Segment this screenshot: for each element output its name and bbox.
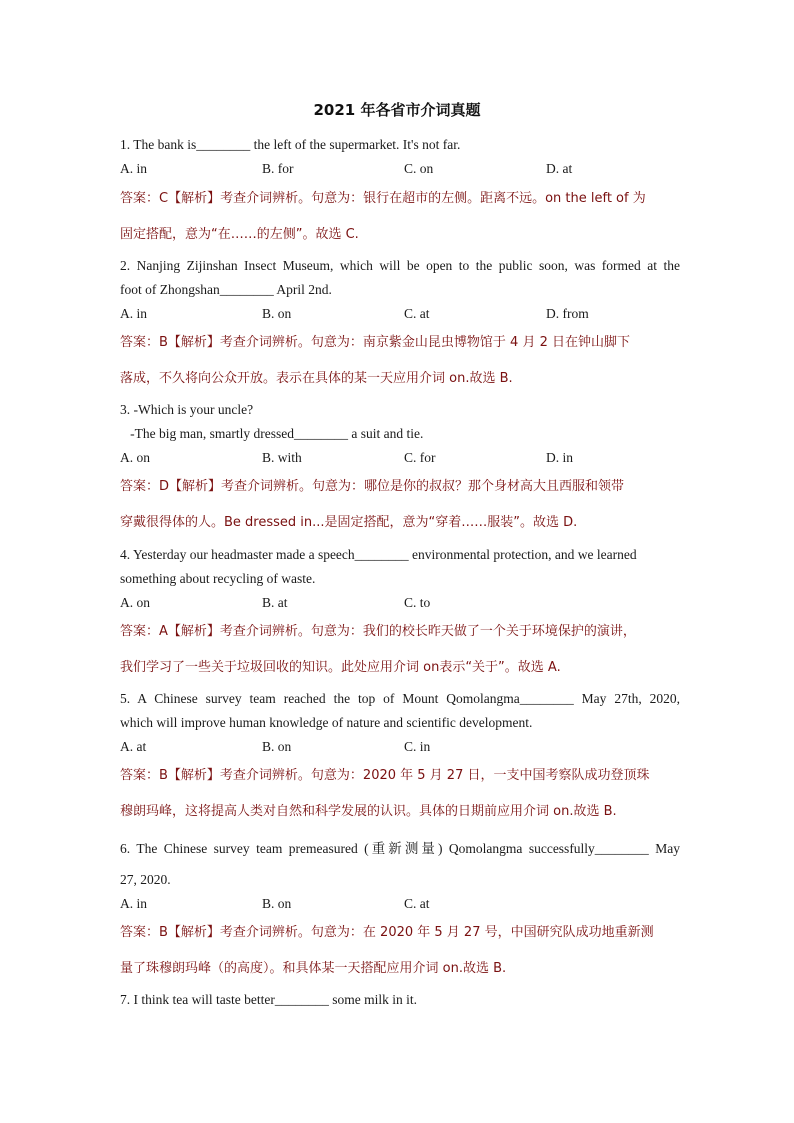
q4-answer-line-1: 答案：A【解析】考查介词辨析。句意为：我们的校长昨天做了一个关于环境保护的演讲， bbox=[120, 624, 636, 639]
question-2-line-1: 2. Nanjing Zijinshan Insect Museum, which will be open to the public soon, was formed at the bbox=[120, 258, 680, 273]
q1-option-a: A. in bbox=[120, 161, 147, 176]
question-7-line-1: 7. I think tea will taste better________ some milk in it. bbox=[120, 992, 417, 1007]
question-1-line-1: 1. The bank is________ the left of the supermarket. It's not far. bbox=[120, 137, 461, 152]
q2-option-a: A. in bbox=[120, 306, 147, 321]
q5-option-b: B. on bbox=[262, 739, 292, 754]
q6-option-a: A. in bbox=[120, 896, 147, 911]
question-2-line-2: foot of Zhongshan________ April 2nd. bbox=[120, 282, 332, 297]
q6-option-c: C. at bbox=[404, 896, 430, 911]
q2-option-c: C. at bbox=[404, 306, 430, 321]
q6-option-b: B. on bbox=[262, 896, 292, 911]
q3-option-d: D. in bbox=[546, 450, 573, 465]
q3-answer-line-1: 答案：D【解析】考查介词辨析。句意为：哪位是你的叔叔？那个身材高大且西服和领带 bbox=[120, 479, 625, 494]
q5-answer-line-1: 答案：B【解析】考查介词辨析。句意为：2020 年 5 月 27 日，一支中国考察队成功登顶珠 bbox=[120, 768, 650, 783]
q3-option-a: A. on bbox=[120, 450, 150, 465]
question-6-line-1: 6. The Chinese survey team premeasured (重新测量) Qomolangma successfully________ May bbox=[120, 841, 680, 856]
question-4-line-2: something about recycling of waste. bbox=[120, 571, 316, 586]
q4-option-a: A. on bbox=[120, 595, 150, 610]
q1-option-c: C. on bbox=[404, 161, 434, 176]
q3-answer-line-2: 穿戴很得体的人。Be dressed in...是固定搭配，意为“穿着……服装”。故选 D. bbox=[120, 515, 578, 530]
question-3-line-1: 3. -Which is your uncle? bbox=[120, 402, 254, 417]
q5-answer-line-2: 穆朗玛峰，这将提高人类对自然和科学发展的认识。具体的日期前应用介词 on.故选 B. bbox=[120, 804, 617, 819]
question-6-line-2: 27, 2020. bbox=[120, 872, 171, 887]
q2-answer-line-1: 答案：B【解析】考查介词辨析。句意为：南京紫金山昆虫博物馆于 4 月 2 日在钟山脚下 bbox=[120, 335, 630, 350]
question-5-line-2: which will improve human knowledge of nature and scientific development. bbox=[120, 715, 533, 730]
question-3-line-2: -The big man, smartly dressed________ a suit and tie. bbox=[120, 426, 424, 441]
q3-option-c: C. for bbox=[404, 450, 436, 465]
q2-option-d: D. from bbox=[546, 306, 589, 321]
q1-option-b: B. for bbox=[262, 161, 294, 176]
q5-option-c: C. in bbox=[404, 739, 431, 754]
q5-option-a: A. at bbox=[120, 739, 147, 754]
q6-answer-line-2: 量了珠穆朗玛峰（的高度）。和具体某一天搭配应用介词 on.故选 B. bbox=[120, 961, 507, 976]
question-4-line-1: 4. Yesterday our headmaster made a speech________ environmental protection, and we learned bbox=[120, 547, 637, 562]
question-5-line-1: 5. A Chinese survey team reached the top of Mount Qomolangma________ May 27th, 2020, bbox=[120, 691, 680, 706]
q1-answer-line-1: 答案：C【解析】考查介词辨析。句意为：银行在超市的左侧。距离不远。on the left of 为 bbox=[120, 191, 646, 206]
q2-option-b: B. on bbox=[262, 306, 292, 321]
page-title: 2021 年各省市介词真题 bbox=[313, 101, 481, 119]
q4-answer-line-2: 我们学习了一些关于垃圾回收的知识。此处应用介词 on表示“关于”。故选 A. bbox=[120, 660, 561, 675]
q1-answer-line-2: 固定搭配，意为“在……的左侧”。故选 C. bbox=[120, 227, 359, 242]
q1-option-d: D. at bbox=[546, 161, 573, 176]
q2-answer-line-2: 落成，不久将向公众开放。表示在具体的某一天应用介词 on.故选 B. bbox=[120, 371, 513, 386]
q4-option-b: B. at bbox=[262, 595, 288, 610]
q4-option-c: C. to bbox=[404, 595, 431, 610]
q3-option-b: B. with bbox=[262, 450, 302, 465]
q6-answer-line-1: 答案：B【解析】考查介词辨析。句意为：在 2020 年 5 月 27 号，中国研究队成功地重新测 bbox=[120, 925, 654, 940]
